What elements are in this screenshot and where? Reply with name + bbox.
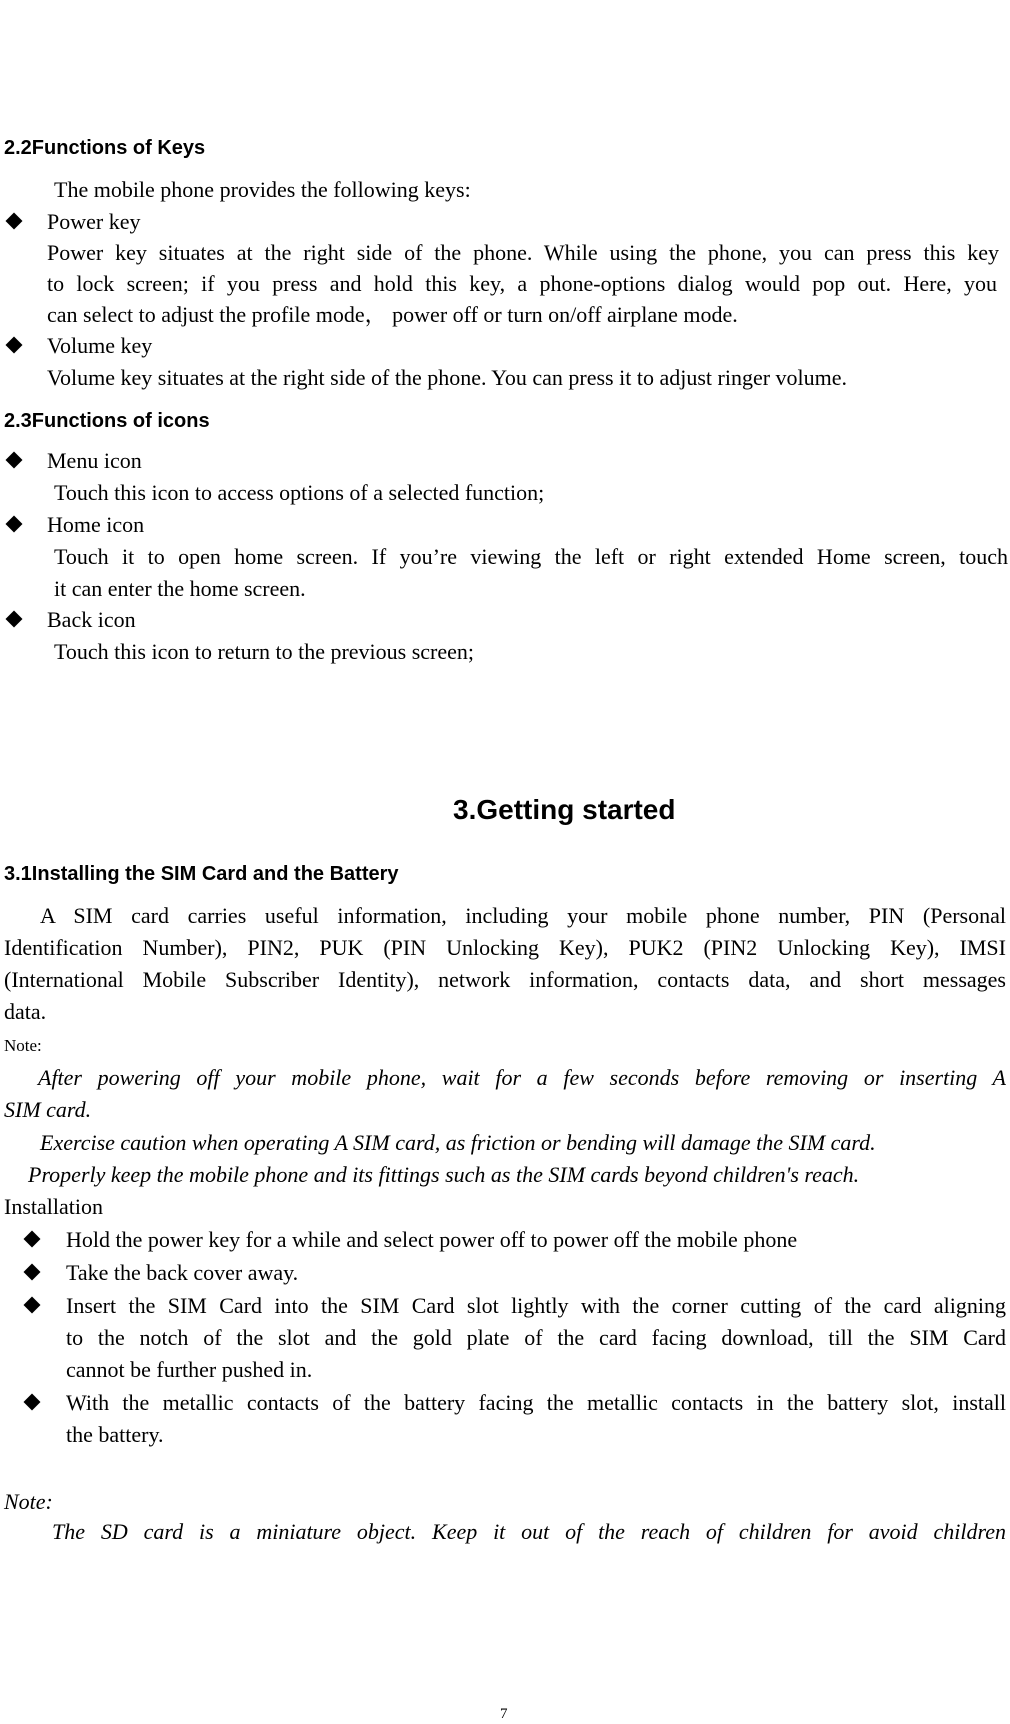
sim-paragraph-line-2: Identification Number), PIN2, PUK (PIN Unlocking Key), PUK2 (PIN2 Unlocking Key), IMSI [4,935,1006,960]
home-icon-line-2: it can enter the home screen. [54,576,306,601]
power-key-line-1: Power key situates at the right side of the phone. While using the phone, you can press this key [47,240,999,265]
menu-icon-line-1: Touch this icon to access options of a selected function; [54,480,545,505]
sim-paragraph-line-4: data. [4,999,47,1024]
volume-key-line-1: Volume key situates at the right side of the phone. You can press it to adjust ringer volume. [47,365,848,390]
note-line-3: Exercise caution when operating A SIM card, as friction or bending will damage the SIM card. [40,1130,876,1155]
section-2-2-intro: The mobile phone provides the following keys: [54,177,471,202]
diamond-bullet-icon [24,1394,40,1410]
section-3-1-heading: 3.1Installing the SIM Card and the Battery [4,863,399,885]
diamond-bullet-icon [6,337,22,353]
diamond-bullet-icon [24,1297,40,1313]
diamond-bullet-icon [6,452,22,468]
back-icon-title: Back icon [47,607,136,632]
note-line-1: After powering off your mobile phone, wait for a few seconds before removing or inserting A [38,1065,1006,1090]
menu-icon-title: Menu icon [47,448,142,473]
diamond-bullet-icon [24,1264,40,1280]
diamond-bullet-icon [6,213,22,229]
install-step-1: Hold the power key for a while and select power off to power off the mobile phone [66,1227,798,1252]
install-step-4-line-2: the battery. [66,1422,164,1447]
note2-text: The SD card is a miniature object. Keep it out of the reach of children for avoid children [52,1519,1006,1544]
section-2-2-heading: 2.2Functions of Keys [4,137,206,159]
power-key-line-3: can select to adjust the profile mode， power off or turn on/off airplane mode. [47,302,738,327]
install-step-4-line-1: With the metallic contacts of the battery facing the metallic contacts in the battery slot, install [66,1390,1006,1415]
note-line-2: SIM card. [4,1097,92,1122]
power-key-line-2: to lock screen; if you press and hold this key, a phone-options dialog would pop out. Here, you [47,271,997,296]
diamond-bullet-icon [24,1231,40,1247]
install-step-3-line-3: cannot be further pushed in. [66,1357,313,1382]
back-icon-line-1: Touch this icon to return to the previous screen; [54,639,475,664]
home-icon-line-1: Touch it to open home screen. If you’re viewing the left or right extended Home screen, touch [54,544,1008,569]
note2-label: Note: [4,1489,53,1514]
page-number: 7 [500,1706,508,1722]
install-step-3-line-1: Insert the SIM Card into the SIM Card slot lightly with the corner cutting of the card aligning [66,1293,1006,1318]
chapter-3-title: 3.Getting started [453,794,676,825]
diamond-bullet-icon [6,611,22,627]
power-key-title: Power key [47,209,141,234]
note-line-4: Properly keep the mobile phone and its fittings such as the SIM cards beyond children's reach. [28,1162,860,1187]
install-step-3-line-2: to the notch of the slot and the gold plate of the card facing download, till the SIM Card [66,1325,1006,1350]
installation-label: Installation [4,1194,103,1219]
section-2-3-heading: 2.3Functions of icons [4,410,210,432]
volume-key-title: Volume key [47,333,153,358]
install-step-2: Take the back cover away. [66,1260,299,1285]
home-icon-title: Home icon [47,512,145,537]
sim-paragraph-line-3: (International Mobile Subscriber Identity), network information, contacts data, and short messages [4,967,1006,992]
diamond-bullet-icon [6,516,22,532]
sim-paragraph-line-1: A SIM card carries useful information, including your mobile phone number, PIN (Personal [40,903,1006,928]
note-label: Note: [4,1036,42,1055]
